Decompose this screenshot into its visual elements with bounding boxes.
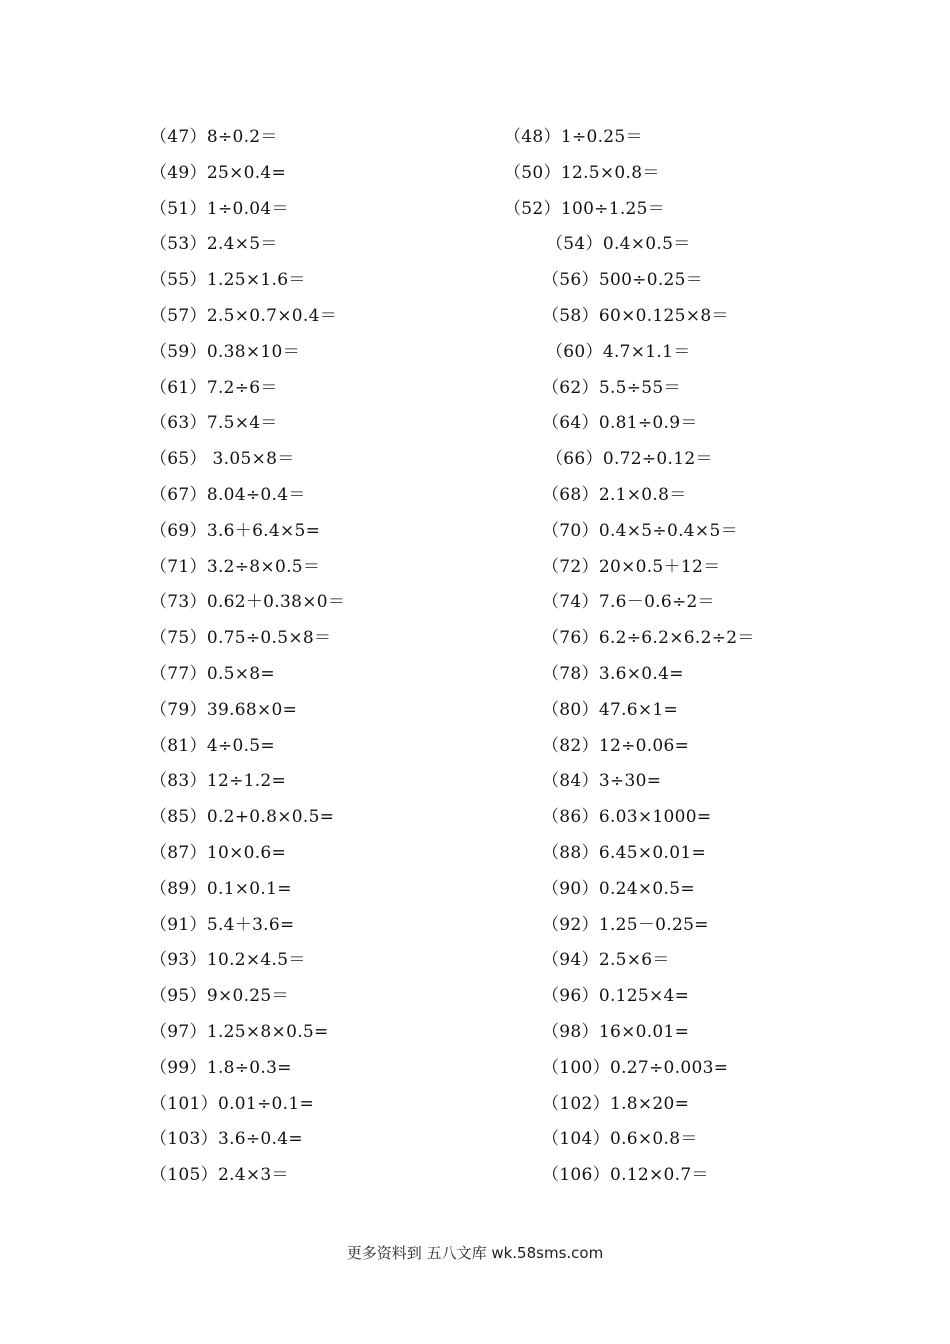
- problem-93: （93）10.2×4.5＝: [150, 950, 306, 971]
- problem-59: （59）0.38×10＝: [150, 341, 300, 362]
- problem-58: （58）60×0.125×8＝: [542, 305, 729, 326]
- problem-68: （68）2.1×0.8＝: [542, 484, 687, 505]
- problem-86: （86）6.03×1000=: [542, 807, 712, 828]
- problem-71: （71）3.2÷8×0.5＝: [150, 556, 321, 577]
- problem-52: （52）100÷1.25＝: [504, 198, 666, 219]
- problem-47: （47）8÷0.2＝: [150, 127, 278, 147]
- problem-82: （82）12÷0.06=: [542, 735, 690, 756]
- problem-73: （73）0.62＋0.38×0＝: [150, 592, 346, 613]
- footer-link-text: 更多资料到 五八文库 wk.58sms.com: [346, 1244, 604, 1262]
- problem-61: （61）7.2÷6＝: [150, 377, 278, 398]
- problem-65: （65） 3.05×8＝: [150, 449, 295, 470]
- problem-75: （75）0.75÷0.5×8＝: [150, 628, 332, 649]
- problem-80: （80）47.6×1=: [542, 699, 679, 720]
- problem-53: （53）2.4×5＝: [150, 234, 278, 255]
- problem-48: （48）1÷0.25＝: [504, 127, 643, 147]
- problem-104: （104）0.6×0.8＝: [542, 1129, 698, 1150]
- problem-63: （63）7.5×4＝: [150, 413, 278, 434]
- problem-100: （100）0.27÷0.003=: [542, 1057, 729, 1078]
- problem-102: （102）1.8×20=: [542, 1093, 690, 1114]
- problem-56: （56）500÷0.25＝: [542, 270, 704, 291]
- problem-54: （54）0.4×0.5＝: [546, 234, 691, 255]
- problem-70: （70）0.4×5÷0.4×5＝: [542, 520, 738, 541]
- problem-90: （90）0.24×0.5=: [542, 878, 695, 899]
- problem-60: （60）4.7×1.1＝: [546, 341, 691, 362]
- problem-105: （105）2.4×3＝: [150, 1165, 289, 1186]
- problem-94: （94）2.5×6＝: [542, 950, 670, 971]
- problem-95: （95）9×0.25＝: [150, 986, 289, 1007]
- problem-97: （97）1.25×8×0.5=: [150, 1021, 329, 1042]
- problem-74: （74）7.6－0.6÷2＝: [542, 592, 715, 613]
- problem-72: （72）20×0.5＋12＝: [542, 556, 721, 577]
- problem-103: （103）3.6÷0.4=: [150, 1129, 303, 1150]
- problem-106: （106）0.12×0.7＝: [542, 1165, 709, 1186]
- left-problem-column: [150, 120, 345, 1194]
- problem-49: （49）25×0.4=: [150, 162, 287, 183]
- problem-99: （99）1.8÷0.3=: [150, 1057, 292, 1078]
- problem-92: （92）1.25－0.25=: [542, 914, 709, 935]
- right-problem-column: [504, 120, 755, 1194]
- problem-89: （89）0.1×0.1=: [150, 878, 292, 899]
- problem-57: （57）2.5×0.7×0.4＝: [150, 305, 338, 326]
- problem-84: （84）3÷30=: [542, 771, 662, 792]
- problem-67: （67）8.04÷0.4＝: [150, 484, 306, 505]
- problem-50: （50）12.5×0.8＝: [504, 162, 660, 183]
- problem-91: （91）5.4＋3.6=: [150, 914, 295, 935]
- problem-51: （51）1÷0.04＝: [150, 198, 289, 219]
- problem-62: （62）5.5÷55＝: [542, 377, 681, 398]
- problem-69: （69）3.6＋6.4×5=: [150, 520, 321, 541]
- problem-87: （87）10×0.6=: [150, 842, 287, 863]
- problem-88: （88）6.45×0.01=: [542, 842, 707, 863]
- problem-76: （76）6.2÷6.2×6.2÷2＝: [542, 628, 755, 649]
- problem-66: （66）0.72÷0.12＝: [546, 449, 713, 470]
- problem-79: （79）39.68×0=: [150, 699, 298, 720]
- problem-98: （98）16×0.01=: [542, 1021, 690, 1042]
- problem-77: （77）0.5×8=: [150, 663, 275, 684]
- problem-101: （101）0.01÷0.1=: [150, 1093, 315, 1114]
- problem-85: （85）0.2+0.8×0.5=: [150, 807, 335, 828]
- problem-64: （64）0.81÷0.9＝: [542, 413, 698, 434]
- problem-81: （81）4÷0.5=: [150, 735, 275, 756]
- problem-96: （96）0.125×4=: [542, 986, 690, 1007]
- problem-83: （83）12÷1.2=: [150, 771, 287, 792]
- problem-55: （55）1.25×1.6＝: [150, 270, 306, 291]
- problem-78: （78）3.6×0.4=: [542, 663, 684, 684]
